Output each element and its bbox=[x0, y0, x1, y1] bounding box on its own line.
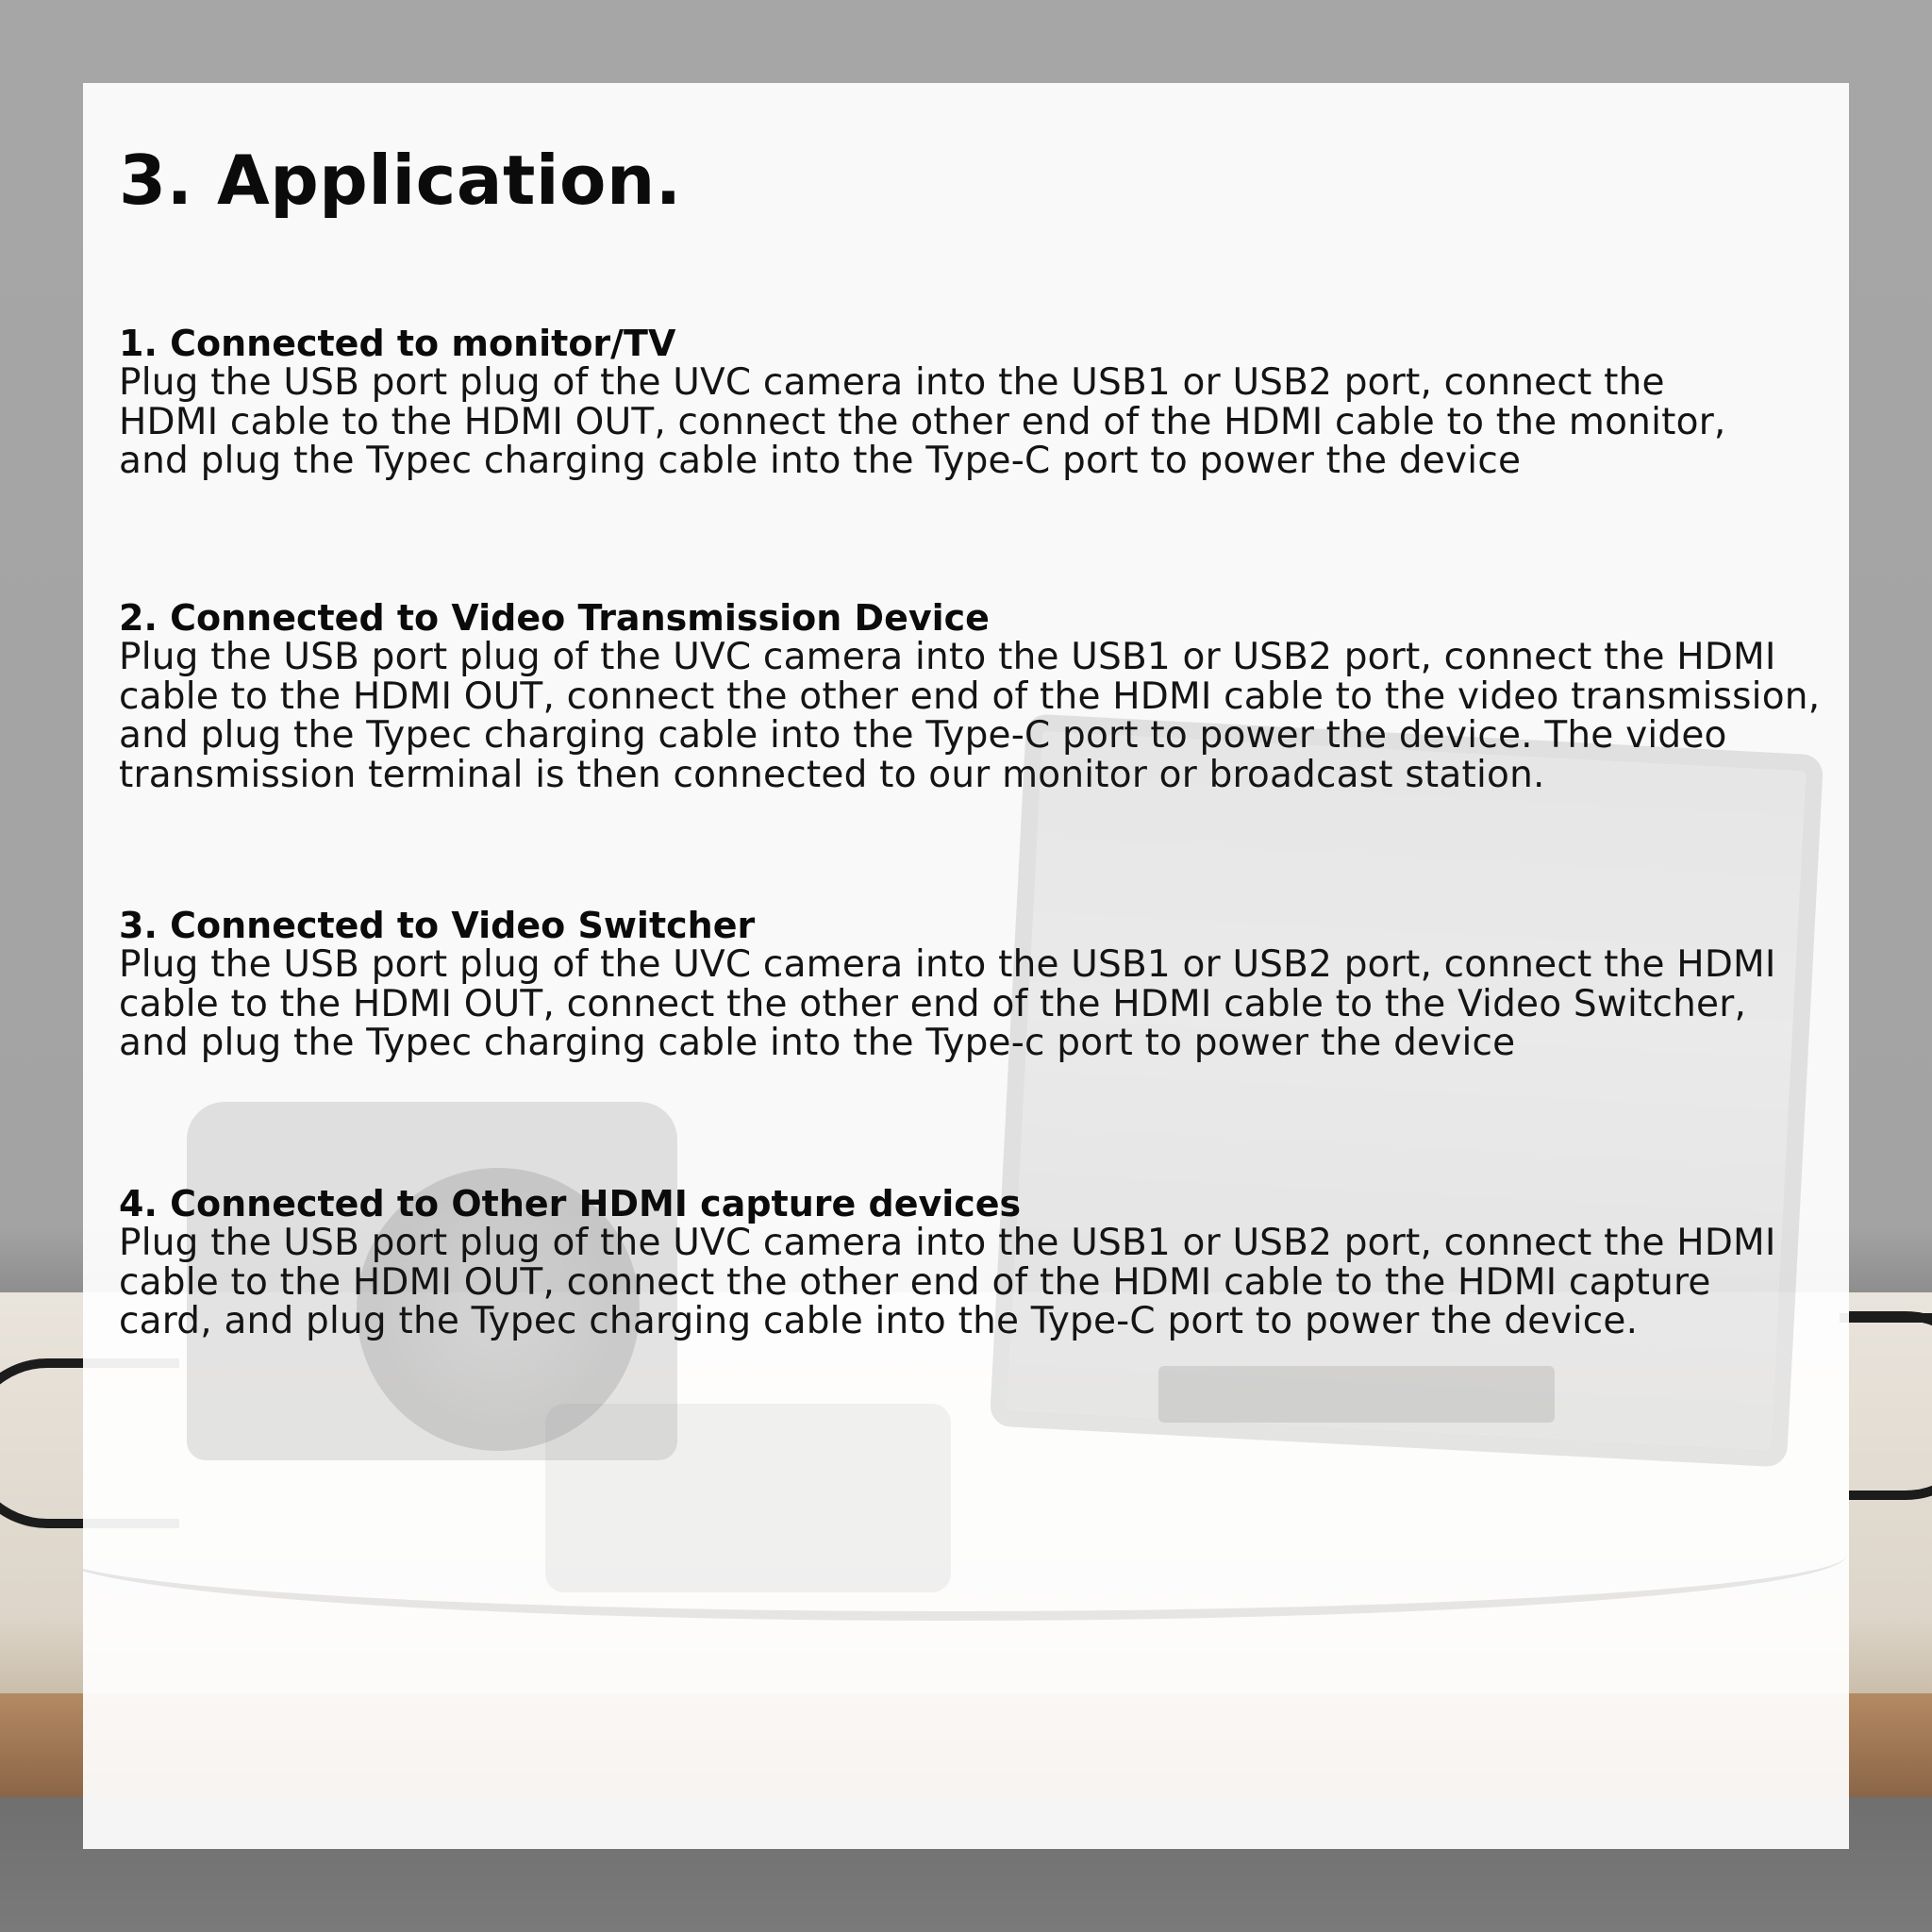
section-heading: 1. Connected to monitor/TV bbox=[119, 323, 676, 364]
section-heading: 3. Connected to Video Switcher bbox=[119, 905, 756, 946]
body-line: transmission terminal is then connected to our monitor or broadcast station. bbox=[119, 753, 1545, 796]
body-line: Plug the USB port plug of the UVC camera into the USB1 or USB2 port, connect the HDMI bbox=[119, 943, 1776, 986]
cable-right-segment bbox=[1840, 1313, 1932, 1323]
body-line: cable to the HDMI OUT, connect the other end of the HDMI cable to the Video Switcher, bbox=[119, 982, 1747, 1025]
body-line: Plug the USB port plug of the UVC camera into the USB1 or USB2 port, connect the HDMI bbox=[119, 636, 1776, 678]
page-title: 3. Application. bbox=[119, 141, 682, 220]
text-panel bbox=[83, 83, 1849, 1849]
body-line: Plug the USB port plug of the UVC camera into the USB1 or USB2 port, connect the HDMI bbox=[119, 1222, 1776, 1264]
section-heading: 2. Connected to Video Transmission Device bbox=[119, 597, 990, 639]
section-body bbox=[119, 1224, 1817, 1341]
section-hdmi-capture bbox=[119, 1184, 1817, 1341]
section-body bbox=[119, 363, 1817, 481]
body-line: and plug the Typec charging cable into the Type-C port to power the device. The video bbox=[119, 714, 1727, 757]
body-line: HDMI cable to the HDMI OUT, connect the other end of the HDMI cable to the monitor, bbox=[119, 400, 1726, 443]
body-line: cable to the HDMI OUT, connect the other end of the HDMI cable to the HDMI capture bbox=[119, 1260, 1711, 1304]
section-video-transmission bbox=[119, 597, 1821, 796]
section-video-switcher bbox=[119, 906, 1817, 1063]
section-body bbox=[119, 636, 1821, 796]
body-line: Plug the USB port plug of the UVC camera into the USB1 or USB2 port, connect the bbox=[119, 361, 1665, 404]
section-monitor-tv bbox=[119, 324, 1817, 481]
body-line: cable to the HDMI OUT, connect the other end of the HDMI cable to the video transmission, bbox=[119, 675, 1821, 718]
body-line: and plug the Typec charging cable into the Type-C port to power the device bbox=[119, 440, 1522, 482]
body-line: and plug the Typec charging cable into the Type-c port to power the device bbox=[119, 1022, 1516, 1064]
monitor-stand-ghost bbox=[1158, 1366, 1555, 1423]
section-heading: 4. Connected to Other HDMI capture devices bbox=[119, 1183, 1022, 1224]
body-line: card, and plug the Typec charging cable into the Type-C port to power the device. bbox=[119, 1300, 1639, 1342]
cable-ghost bbox=[83, 1489, 1847, 1621]
section-body bbox=[119, 945, 1817, 1063]
monitor-ghost-image bbox=[990, 713, 1824, 1467]
cable-right bbox=[1849, 1311, 1932, 1500]
